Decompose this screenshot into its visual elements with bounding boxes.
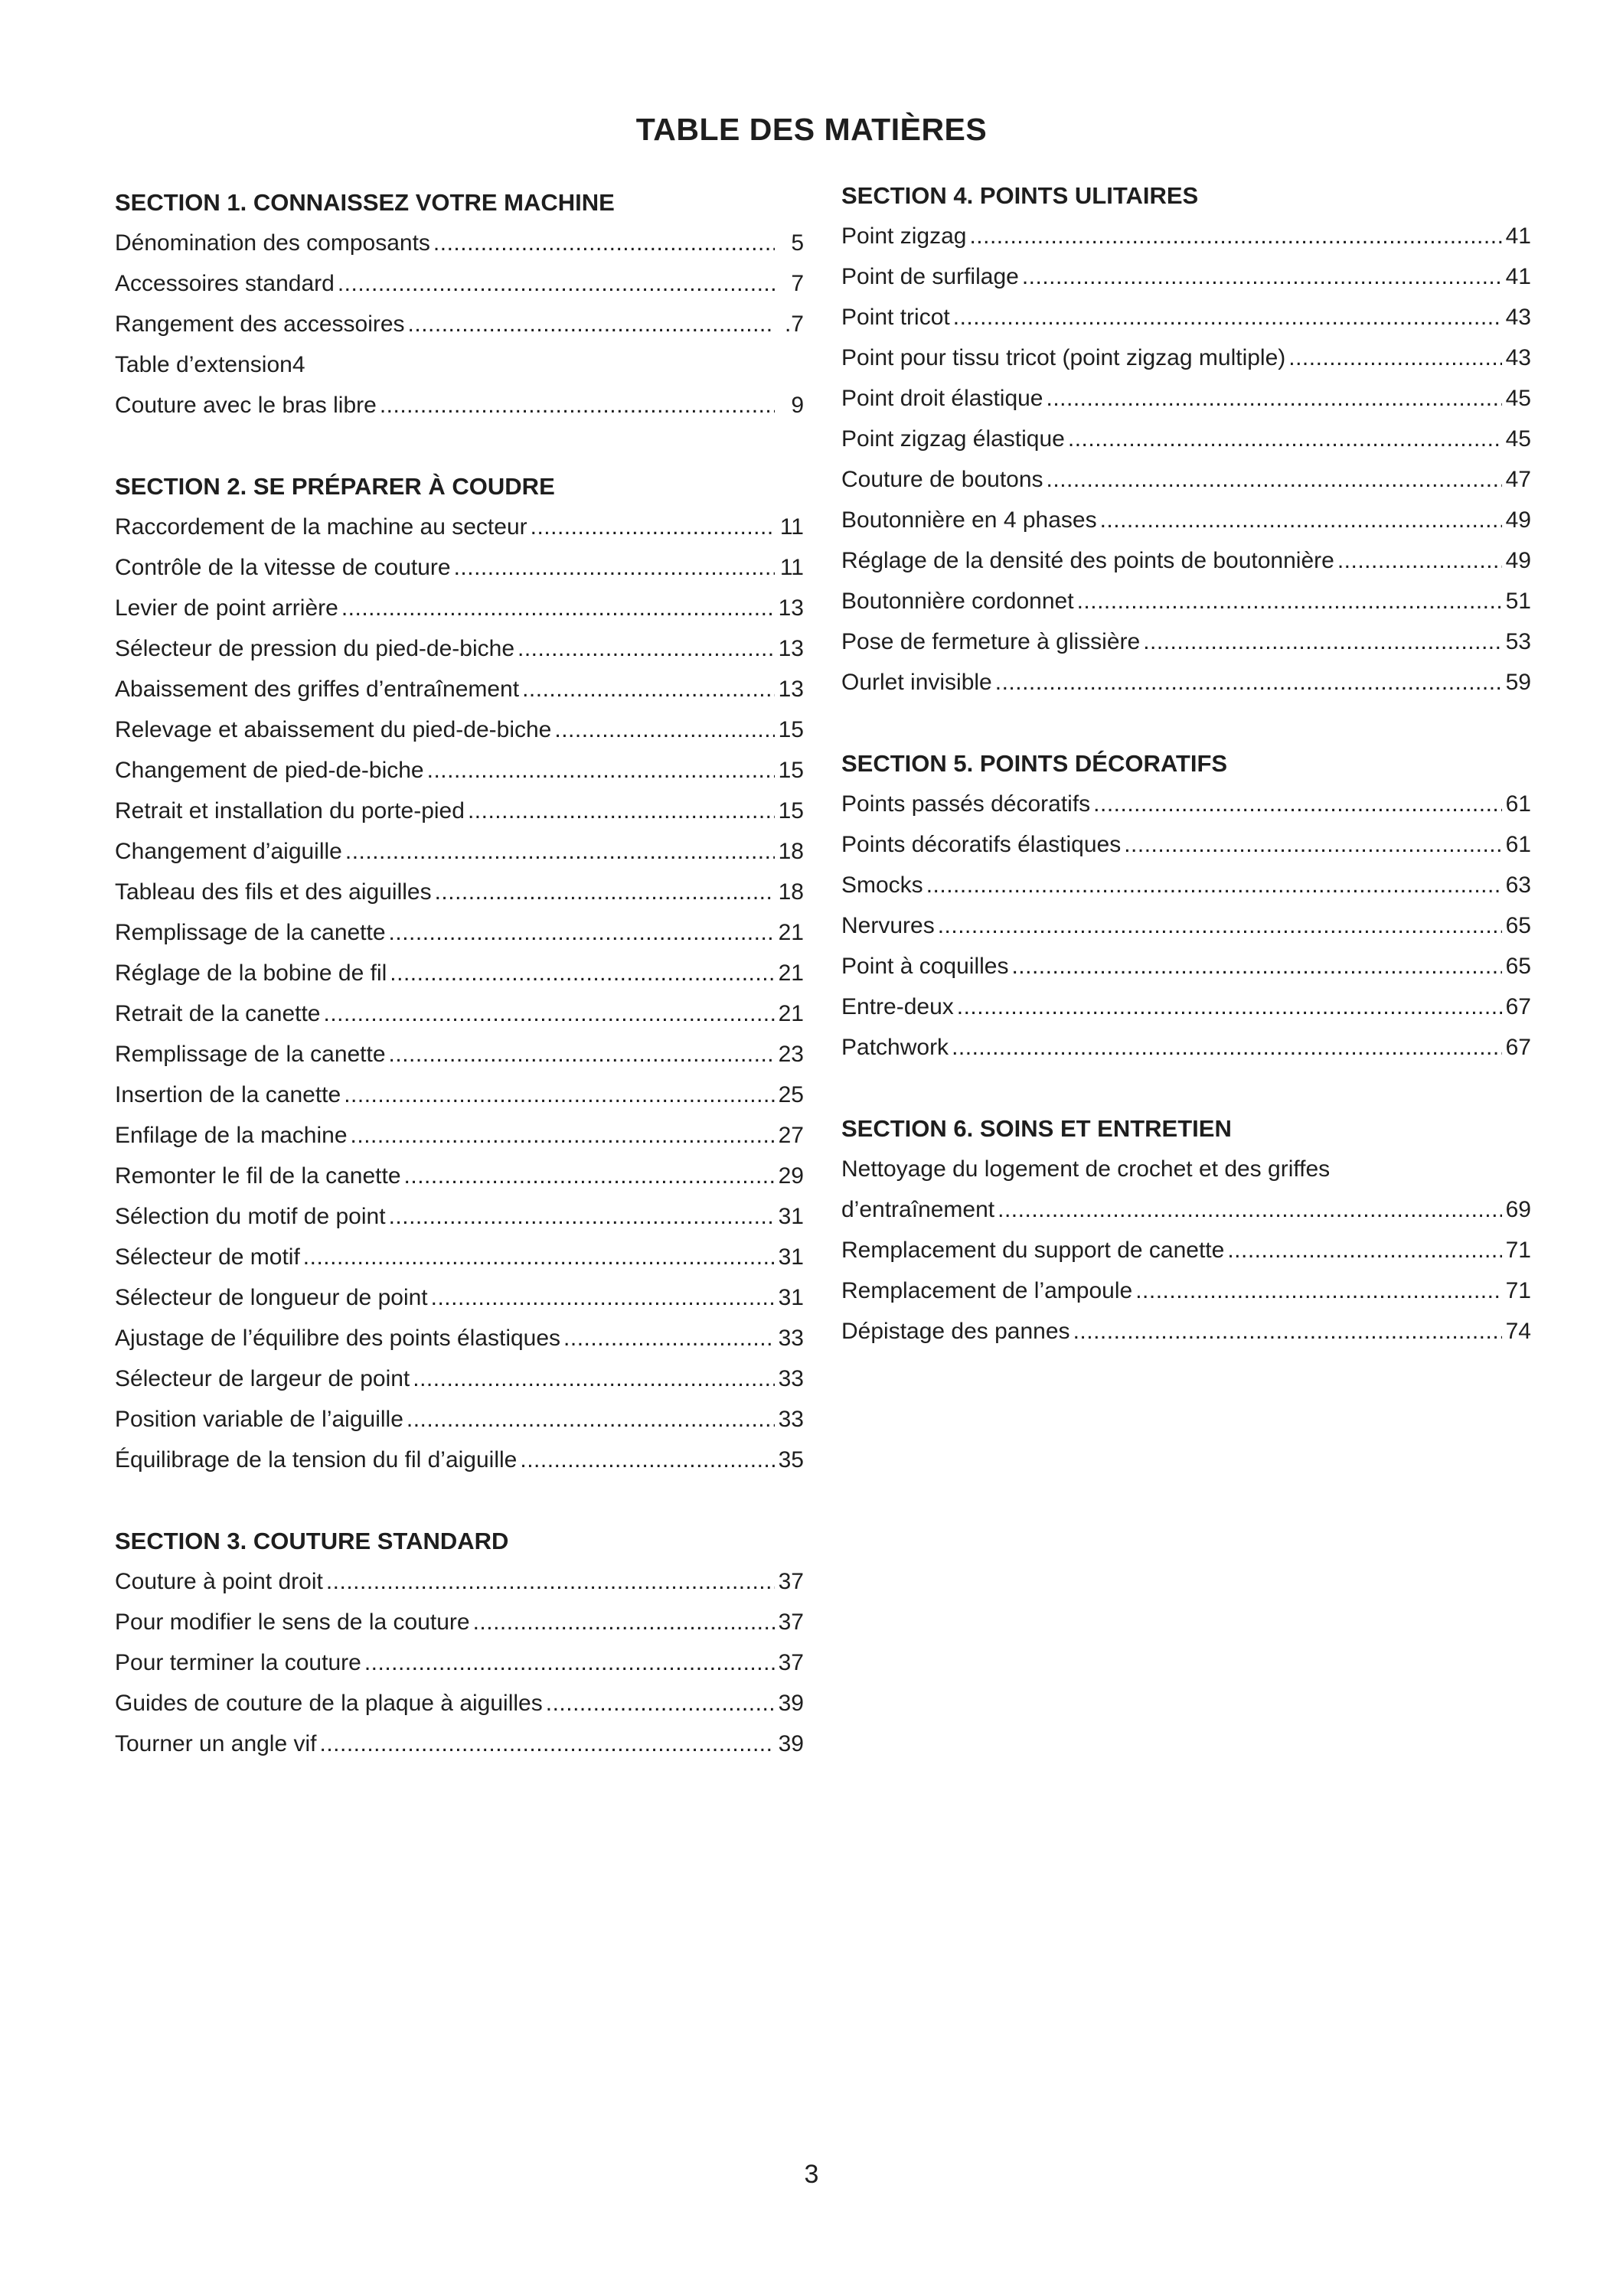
section-spacer: [841, 1068, 1531, 1108]
dot-leader: [389, 912, 775, 953]
toc-entry-page: 27: [778, 1123, 804, 1148]
dot-leader: [407, 1399, 775, 1440]
dot-leader: [427, 750, 775, 791]
toc-entry-list: [841, 216, 1531, 703]
toc-entry-list: [115, 507, 804, 1480]
toc-entry[interactable]: [115, 1156, 804, 1196]
dot-leader: [1143, 621, 1502, 662]
toc-entry[interactable]: [115, 547, 804, 588]
toc-entry[interactable]: [841, 500, 1531, 540]
dot-leader: [404, 1156, 775, 1196]
dot-leader: [957, 987, 1502, 1027]
dot-leader: [998, 1189, 1502, 1230]
toc-entry[interactable]: [841, 581, 1531, 621]
toc-entry-page: 31: [778, 1244, 804, 1270]
section-spacer: [115, 1480, 804, 1521]
toc-entry-page: 65: [1505, 954, 1531, 979]
toc-entry-title: Point tricot: [841, 305, 950, 330]
toc-entry-page: 67: [1505, 1035, 1531, 1060]
dot-leader: [454, 547, 775, 588]
toc-entry-page: 45: [1505, 426, 1531, 452]
section-spacer: [115, 426, 804, 466]
toc-entry-page: 61: [1505, 791, 1531, 817]
dot-leader: [389, 1034, 775, 1075]
toc-entry-title: Remplacement de l’ampoule: [841, 1278, 1133, 1303]
toc-entry-page: 35: [778, 1447, 804, 1473]
toc-entry-page: 65: [1505, 913, 1531, 938]
toc-entry[interactable]: [115, 344, 804, 385]
toc-entry[interactable]: [115, 1318, 804, 1358]
toc-entry-page: 18: [778, 839, 804, 864]
dot-leader: [1124, 824, 1502, 865]
toc-entry[interactable]: [115, 304, 804, 344]
toc-entry-title: Patchwork: [841, 1035, 949, 1060]
toc-entry[interactable]: [115, 263, 804, 304]
dot-leader: [1093, 784, 1502, 824]
toc-entry-title: Contrôle de la vitesse de couture: [115, 555, 451, 580]
section-heading: SECTION 6. SOINS ET ENTRETIEN: [841, 1115, 1232, 1142]
dot-leader: [953, 297, 1502, 338]
toc-entry[interactable]: [115, 223, 804, 263]
toc-entry[interactable]: [115, 831, 804, 872]
toc-entry-page: 21: [778, 920, 804, 945]
dot-leader: [390, 953, 775, 993]
toc-entry-page: 49: [1505, 507, 1531, 533]
toc-entry-title: Tableau des fils et des aiguilles: [115, 879, 432, 905]
toc-entry[interactable]: [115, 709, 804, 750]
toc-entry[interactable]: [841, 824, 1531, 865]
toc-entry-title: Pose de fermeture à glissière: [841, 629, 1141, 654]
section-heading: SECTION 3. COUTURE STANDARD: [115, 1528, 509, 1554]
toc-entry[interactable]: [115, 1399, 804, 1440]
toc-entry-page: 29: [778, 1163, 804, 1189]
toc-entry-page: 71: [1505, 1278, 1531, 1303]
toc-entry[interactable]: [115, 1075, 804, 1115]
toc-entry-title: Boutonnière en 4 phases: [841, 507, 1097, 533]
toc-section: [841, 743, 1531, 1068]
toc-entry-page: 49: [1505, 548, 1531, 573]
toc-entry-page: 33: [778, 1366, 804, 1391]
toc-entry-page: 13: [778, 636, 804, 661]
toc-entry-title: Entre-deux: [841, 994, 954, 1019]
toc-entry-page: 21: [778, 1001, 804, 1026]
toc-entry-page: 37: [778, 1569, 804, 1594]
toc-entry-title: Nervures: [841, 913, 935, 938]
toc-entry-title: Abaissement des griffes d’entraînement: [115, 677, 520, 702]
dot-leader: [1100, 500, 1502, 540]
dot-leader: [324, 993, 776, 1034]
toc-entry-page: 31: [778, 1204, 804, 1229]
toc-entry-page: 63: [1505, 872, 1531, 898]
toc-entry[interactable]: [841, 662, 1531, 703]
toc-entry[interactable]: [841, 1270, 1531, 1311]
toc-entry[interactable]: [841, 419, 1531, 459]
toc-entry[interactable]: [115, 1683, 804, 1724]
toc-entry-page: 59: [1505, 670, 1531, 695]
toc-entry[interactable]: [841, 256, 1531, 297]
toc-entry-page: 37: [778, 1609, 804, 1635]
toc-entry-title: Point pour tissu tricot (point zigzag multiple): [841, 345, 1286, 370]
dot-leader: [1047, 378, 1503, 419]
dot-leader: [389, 1196, 775, 1237]
toc-section: [841, 1108, 1531, 1352]
toc-section: [115, 1521, 804, 1764]
toc-entry-title: Retrait de la canette: [115, 1001, 321, 1026]
dot-leader: [926, 865, 1502, 905]
toc-entry-title: Sélecteur de largeur de point: [115, 1366, 410, 1391]
dot-leader: [303, 1237, 775, 1277]
toc-entry-title: Remplissage de la canette: [115, 920, 386, 945]
dot-leader: [554, 709, 775, 750]
toc-entry-title: Pour modifier le sens de la couture: [115, 1609, 470, 1635]
toc-entry-title: Relevage et abaissement du pied-de-biche: [115, 717, 552, 742]
toc-entry[interactable]: [841, 1230, 1531, 1270]
toc-entry[interactable]: [115, 953, 804, 993]
toc-entry-page: 15: [778, 758, 804, 783]
toc-entry-page: 5: [791, 230, 804, 256]
toc-entry[interactable]: [841, 378, 1531, 419]
toc-entry-title: Dépistage des pannes: [841, 1319, 1070, 1344]
toc-entry-title: Réglage de la densité des points de boutonnière: [841, 548, 1334, 573]
toc-entry-page: 67: [1505, 994, 1531, 1019]
toc-entry-page: 37: [778, 1650, 804, 1675]
toc-entry-page: 23: [778, 1042, 804, 1067]
toc-entry-list: [841, 784, 1531, 1068]
toc-entry-title: Sélecteur de longueur de point: [115, 1285, 428, 1310]
toc-entry[interactable]: [841, 1027, 1531, 1068]
toc-entry[interactable]: [115, 791, 804, 831]
dot-leader: [520, 1440, 775, 1480]
dot-leader: [468, 791, 775, 831]
toc-entry-page: 7: [791, 271, 804, 296]
toc-entry-page: 41: [1505, 264, 1531, 289]
toc-entry-title: Point zigzag élastique: [841, 426, 1065, 452]
toc-entry-title: Dénomination des composants: [115, 230, 430, 256]
toc-entry[interactable]: [841, 865, 1531, 905]
toc-entry[interactable]: [115, 1358, 804, 1399]
section-heading: SECTION 4. POINTS ULITAIRES: [841, 182, 1199, 209]
toc-entry-page: 11: [779, 555, 804, 580]
toc-entry-title: Réglage de la bobine de fil: [115, 960, 387, 986]
dot-leader: [546, 1683, 775, 1724]
toc-entry[interactable]: [115, 1561, 804, 1602]
toc-entry-page: 15: [778, 798, 804, 823]
toc-entry-page: 39: [778, 1731, 804, 1756]
toc-entry-page: 39: [778, 1691, 804, 1716]
toc-entry-title: Sélecteur de pression du pied-de-biche: [115, 636, 514, 661]
toc-entry-page: 47: [1505, 467, 1531, 492]
toc-entry[interactable]: [841, 459, 1531, 500]
toc-entry[interactable]: [841, 216, 1531, 256]
toc-entry-page: 43: [1505, 305, 1531, 330]
dot-leader: [413, 1358, 775, 1399]
dot-leader: [518, 628, 775, 669]
dot-leader: [563, 1318, 775, 1358]
toc-entry-page: 13: [778, 595, 804, 621]
toc-entry[interactable]: [841, 946, 1531, 987]
toc-entry-title: Position variable de l’aiguille: [115, 1407, 403, 1432]
toc-entry-title: Smocks: [841, 872, 923, 898]
toc-entry-page: 45: [1505, 386, 1531, 411]
toc-entry-title: Point de surfilage: [841, 264, 1019, 289]
dot-leader: [433, 223, 775, 263]
dot-leader: [969, 216, 1502, 256]
toc-entry-title: Nettoyage du logement de crochet et des griffes: [841, 1156, 1331, 1182]
toc-entry[interactable]: [115, 1115, 804, 1156]
dot-leader: [1077, 581, 1502, 621]
toc-entry-title: Équilibrage de la tension du fil d’aiguille: [115, 1447, 518, 1473]
page-number: 3: [804, 2160, 819, 2189]
toc-entry[interactable]: [841, 621, 1531, 662]
section-spacer: [841, 703, 1531, 743]
toc-entry[interactable]: [841, 540, 1531, 581]
toc-entry-page: 33: [778, 1326, 804, 1351]
dot-leader: [364, 1642, 775, 1683]
page-title: TABLE DES MATIÈRES: [635, 112, 988, 147]
toc-entry-title: Ourlet invisible: [841, 670, 992, 695]
toc-entry-page: 31: [778, 1285, 804, 1310]
toc-entry[interactable]: [115, 669, 804, 709]
toc-entry[interactable]: [841, 987, 1531, 1027]
toc-entry[interactable]: [115, 588, 804, 628]
dot-leader: [380, 385, 775, 426]
toc-entry-page: 21: [778, 960, 804, 986]
toc-section: [115, 466, 804, 1480]
toc-entry-page: 43: [1505, 345, 1531, 370]
dot-leader: [952, 1027, 1502, 1068]
toc-entry-title: Couture de boutons: [841, 467, 1043, 492]
toc-entry-page: 11: [779, 514, 804, 540]
toc-entry-page: 15: [778, 717, 804, 742]
dot-leader: [351, 1115, 775, 1156]
toc-entry-title: Changement de pied-de-biche: [115, 758, 424, 783]
right-column: [841, 175, 1531, 1352]
toc-entry-title: Sélection du motif de point: [115, 1204, 386, 1229]
section-heading: SECTION 1. CONNAISSEZ VOTRE MACHINE: [115, 189, 615, 216]
toc-entry-title: Couture avec le bras libre: [115, 393, 377, 418]
dot-leader: [1337, 540, 1502, 581]
toc-entry-title: Boutonnière cordonnet: [841, 589, 1074, 614]
toc-entry-list: [115, 223, 804, 426]
toc-entry-title: Remonter le fil de la canette: [115, 1163, 401, 1189]
toc-entry[interactable]: [841, 1149, 1531, 1189]
toc-entry[interactable]: [841, 784, 1531, 824]
toc-entry-page: 53: [1505, 629, 1531, 654]
toc-entry-page: 69: [1505, 1197, 1531, 1222]
toc-entry-title: Tourner un angle vif: [115, 1731, 317, 1756]
toc-section: [841, 175, 1531, 703]
dot-leader: [320, 1724, 776, 1764]
dot-leader: [1135, 1270, 1502, 1311]
toc-entry-page: 33: [778, 1407, 804, 1432]
toc-entry-list: [841, 1149, 1531, 1352]
toc-entry-title: Remplissage de la canette: [115, 1042, 386, 1067]
dot-leader: [1022, 256, 1502, 297]
dot-leader: [1073, 1311, 1502, 1352]
toc-entry[interactable]: [115, 628, 804, 669]
toc-entry-page: 18: [778, 879, 804, 905]
dot-leader: [1288, 338, 1502, 378]
dot-leader: [1011, 946, 1502, 987]
toc-entry-page: 74: [1505, 1319, 1531, 1344]
dot-leader: [473, 1602, 775, 1642]
toc-entry[interactable]: [841, 297, 1531, 338]
toc-entry[interactable]: [841, 905, 1531, 946]
toc-entry[interactable]: [841, 1311, 1531, 1352]
toc-entry[interactable]: [115, 1642, 804, 1683]
dot-leader: [341, 588, 775, 628]
toc-entry[interactable]: [115, 1602, 804, 1642]
toc-entry-title: Raccordement de la machine au secteur: [115, 514, 527, 540]
toc-entry[interactable]: [115, 993, 804, 1034]
dot-leader: [938, 905, 1502, 946]
toc-entry[interactable]: [115, 1277, 804, 1318]
dot-leader: [1227, 1230, 1502, 1270]
toc-entry[interactable]: [115, 1034, 804, 1075]
toc-entry-title: Accessoires standard: [115, 271, 335, 296]
dot-leader: [1047, 459, 1502, 500]
toc-entry-title: Remplacement du support de canette: [841, 1238, 1225, 1263]
toc-entry-title: Levier de point arrière: [115, 595, 338, 621]
toc-entry-title: Enfilage de la machine: [115, 1123, 348, 1148]
toc-entry-page: 13: [778, 677, 804, 702]
toc-entry[interactable]: [115, 1440, 804, 1480]
toc-entry-title: Couture à point droit: [115, 1569, 323, 1594]
toc-entry-page: 61: [1505, 832, 1531, 857]
dot-leader: [435, 872, 775, 912]
dot-leader: [345, 831, 775, 872]
dot-leader: [531, 507, 775, 547]
toc-entry-title: Changement d’aiguille: [115, 839, 342, 864]
toc-entry-page: 25: [778, 1082, 804, 1107]
toc-entry-title: Ajustage de l’équilibre des points élastiques: [115, 1326, 561, 1351]
toc-entry-page: .7: [784, 311, 804, 337]
toc-entry-title: Points passés décoratifs: [841, 791, 1091, 817]
dot-leader: [338, 263, 775, 304]
toc-entry[interactable]: [115, 507, 804, 547]
toc-entry-title: Point droit élastique: [841, 386, 1043, 411]
toc-entry[interactable]: [115, 912, 804, 953]
left-column: [115, 182, 804, 1764]
toc-entry-page: 9: [791, 393, 804, 418]
toc-entry-page: 71: [1505, 1238, 1531, 1263]
toc-entry-page: 51: [1505, 589, 1531, 614]
toc-entry[interactable]: [841, 1189, 1531, 1230]
toc-entry-list: [115, 1561, 804, 1764]
toc-entry-title: Points décoratifs élastiques: [841, 832, 1122, 857]
dot-leader: [1068, 419, 1502, 459]
toc-entry-title: Rangement des accessoires: [115, 311, 405, 337]
toc-entry-page: 41: [1505, 223, 1531, 249]
toc-entry[interactable]: [115, 1724, 804, 1764]
toc-entry-title: Retrait et installation du porte-pied: [115, 798, 465, 823]
dot-leader: [408, 304, 775, 344]
toc-entry[interactable]: [115, 872, 804, 912]
dot-leader: [326, 1561, 775, 1602]
dot-leader: [995, 662, 1502, 703]
toc-entry[interactable]: [841, 338, 1531, 378]
toc-section: [115, 182, 804, 426]
toc-entry[interactable]: [115, 1196, 804, 1237]
toc-entry[interactable]: [115, 750, 804, 791]
section-heading: SECTION 5. POINTS DÉCORATIFS: [841, 750, 1228, 777]
toc-entry-title: Guides de couture de la plaque à aiguilles: [115, 1691, 543, 1716]
toc-entry[interactable]: [115, 385, 804, 426]
dot-leader: [344, 1075, 775, 1115]
toc-entry-title: Sélecteur de motif: [115, 1244, 300, 1270]
dot-leader: [522, 669, 775, 709]
toc-entry-title: Table d’extension4: [115, 352, 305, 377]
toc-entry-title: Point zigzag: [841, 223, 967, 249]
toc-entry-title: d’entraînement: [841, 1197, 995, 1222]
toc-entry-title: Pour terminer la couture: [115, 1650, 361, 1675]
section-heading: SECTION 2. SE PRÉPARER À COUDRE: [115, 473, 555, 500]
toc-entry-title: Insertion de la canette: [115, 1082, 341, 1107]
toc-entry-title: Point à coquilles: [841, 954, 1009, 979]
dot-leader: [431, 1277, 775, 1318]
toc-entry[interactable]: [115, 1237, 804, 1277]
